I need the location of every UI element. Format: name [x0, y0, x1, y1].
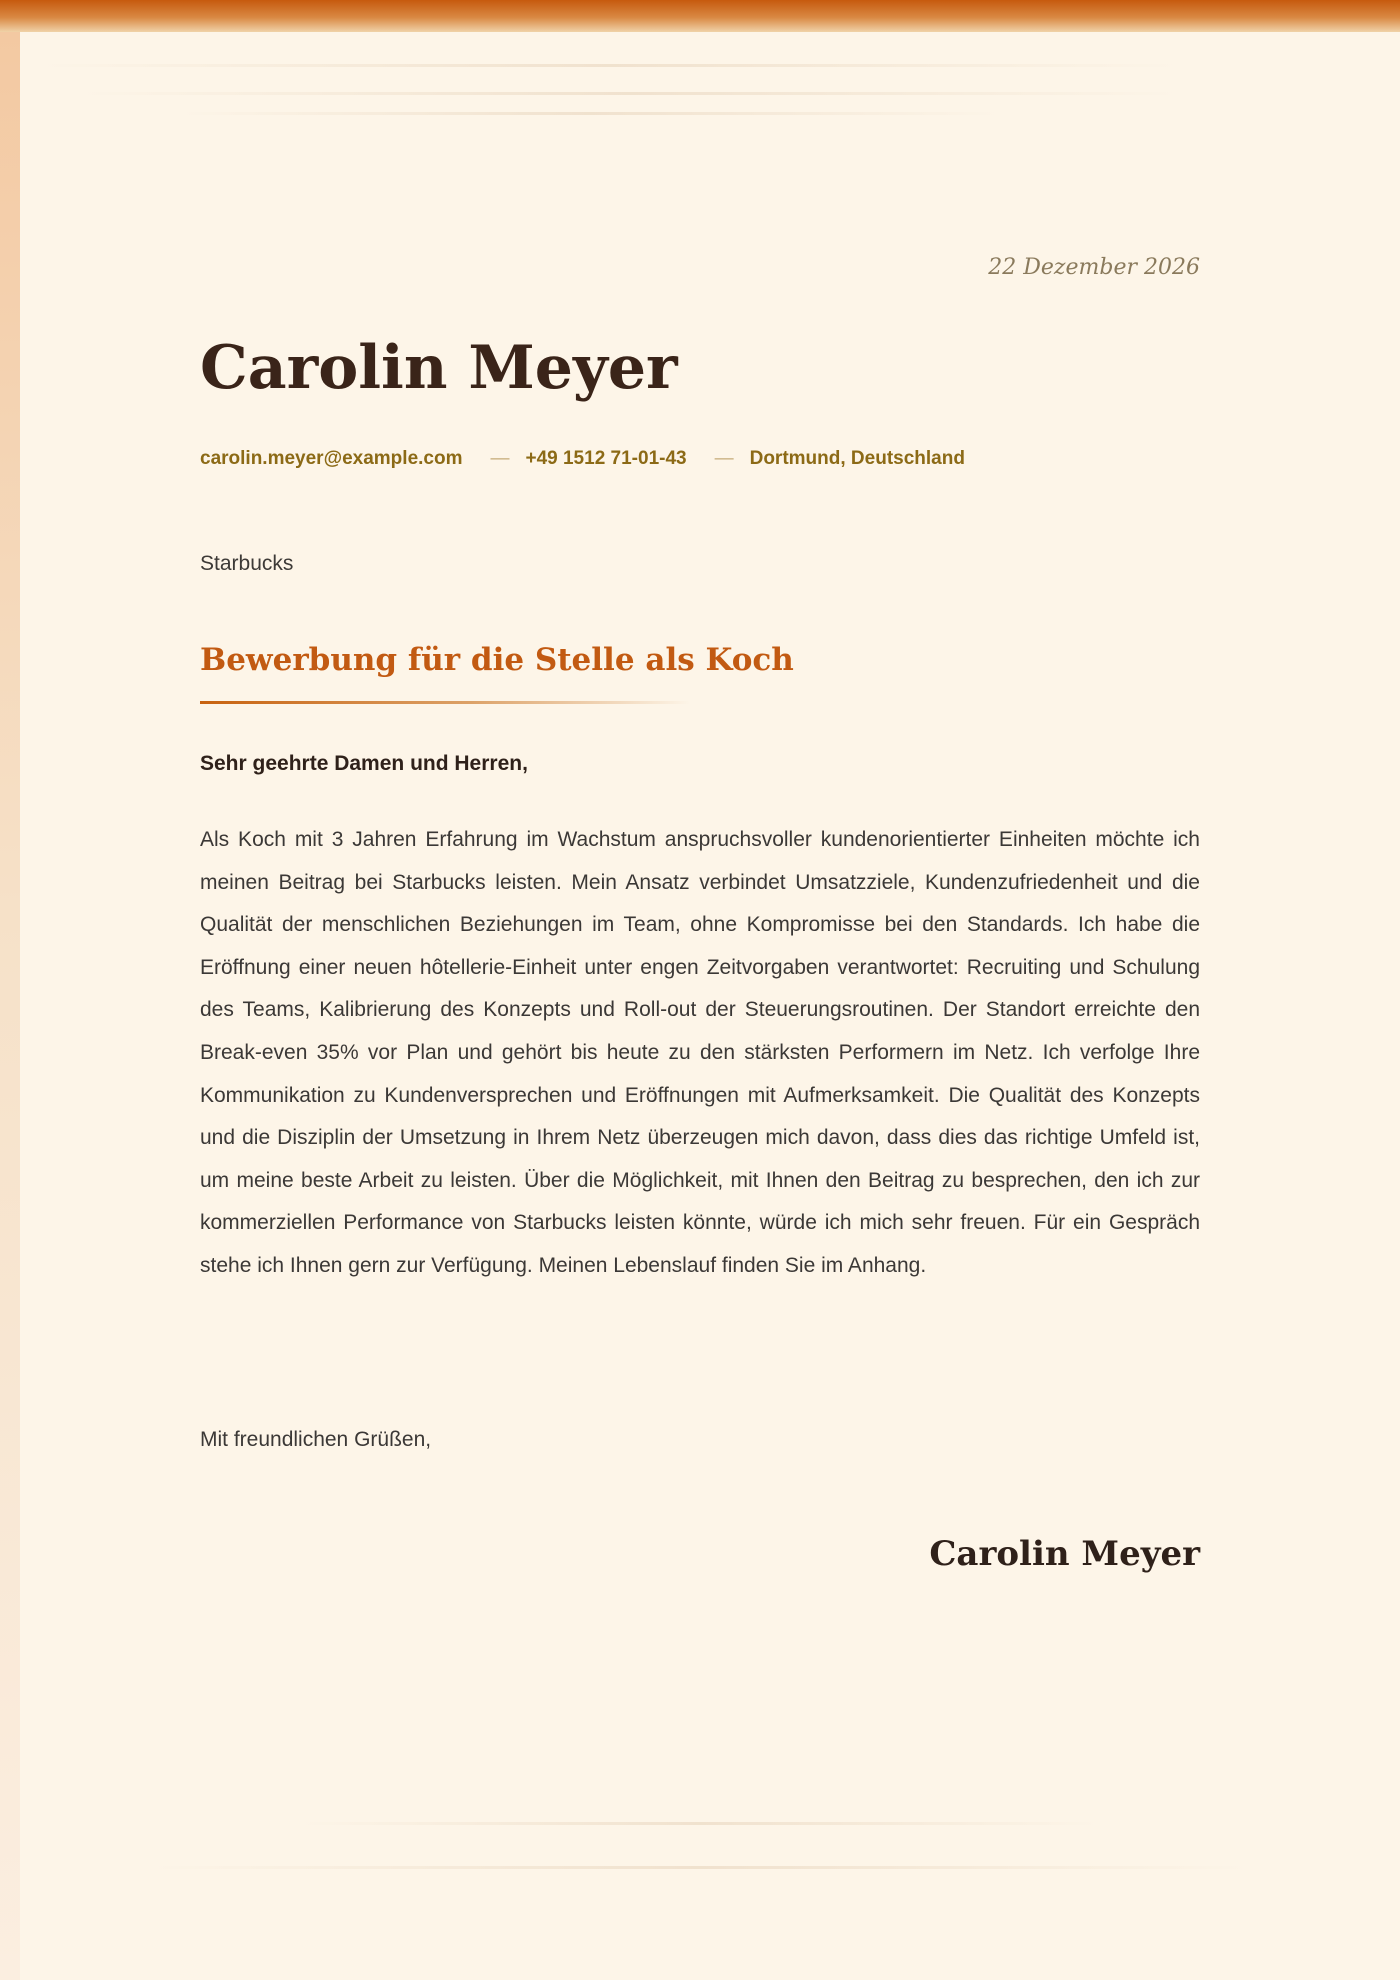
salutation: Sehr geehrte Damen und Herren,	[200, 752, 528, 775]
closing-phrase: Mit freundlichen Grüßen,	[200, 1428, 432, 1451]
decorative-line	[150, 1866, 1250, 1869]
contact-separator: —	[714, 448, 734, 469]
contact-line	[200, 448, 965, 470]
left-accent-bar	[0, 32, 20, 1980]
sender-phone[interactable]: +49 1512 71-01-43	[525, 448, 687, 469]
subject-underline	[200, 701, 690, 704]
signature: Carolin Meyer	[929, 1534, 1200, 1574]
decorative-line	[180, 112, 1000, 115]
sender-email[interactable]: carolin.meyer@example.com	[200, 448, 463, 469]
letter-body: Als Koch mit 3 Jahren Erfahrung im Wachstum anspruchsvoller kundenorientierter Einheiten möchte ich meinen Beitrag bei Starbucks leisten. Mein Ansatz verbindet Umsatzziele, Kundenzufriedenheit und die Qualität der menschlichen Beziehungen im Team, ohne Kompromisse bei den Standards. Ich habe die Eröffnung einer neuen hôtellerie-Einheit unter engen Zeitvorgaben verantwortet: Recruiting und Schulung des Teams, Kalibrierung des Konzepts und Roll-out der Steuerungsroutinen. Der Standort erreichte den Break-even 35% vor Plan und gehört bis heute zu den stärksten Performern im Netz. Ich verfolge Ihre Kommunikation zu Kundenversprechen und Eröffnungen mit Aufmerksamkeit. Die Qualität des Konzepts und die Disziplin der Umsetzung in Ihrem Netz überzeugen mich davon, dass dies das richtige Umfeld ist, um meine beste Arbeit zu leisten. Über die Möglichkeit, mit Ihnen den Beitrag zu besprechen, den ich zur kommerziellen Performance von Starbucks leisten könnte, würde ich mich sehr freuen. Für ein Gespräch stehe ich Ihnen gern zur Verfügung. Meinen Lebenslauf finden Sie im Anhang.	[200, 828, 1200, 1277]
decorative-line	[40, 64, 1180, 67]
top-accent-bar	[0, 0, 1400, 32]
letter-date: 22 Dezember 2026	[988, 255, 1200, 280]
decorative-line	[300, 1822, 1100, 1825]
sender-location: Dortmund, Deutschland	[749, 448, 965, 469]
recipient-company: Starbucks	[200, 552, 294, 575]
subject-heading: Bewerbung für die Stelle als Koch	[200, 642, 794, 678]
contact-separator: —	[490, 448, 510, 469]
sender-name: Carolin Meyer	[200, 333, 678, 403]
decorative-line	[80, 92, 1180, 95]
